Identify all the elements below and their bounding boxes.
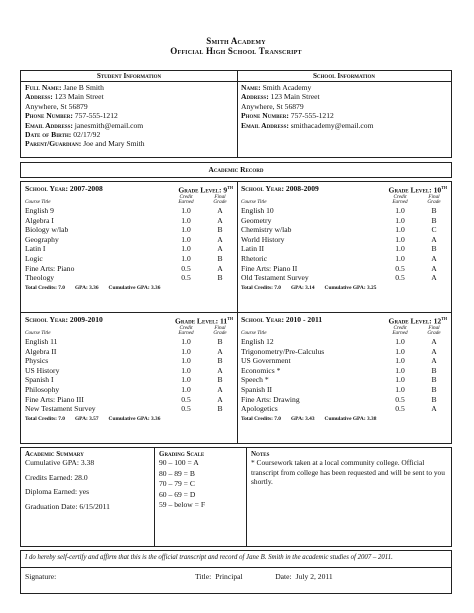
course-grade: B (217, 225, 223, 235)
course-credit: 1.0 (181, 375, 191, 385)
course-credit: 1.0 (181, 215, 191, 225)
school-year: School Year: 2008-2009 (241, 184, 319, 193)
grade-level-suffix: th (441, 317, 447, 322)
course-title: English 12 (241, 337, 274, 346)
course-row (21, 244, 237, 254)
school-field-value: Anywhere, St 56879 (241, 101, 304, 111)
course-title: Logic (25, 253, 43, 263)
transcript-page (20, 36, 452, 596)
col-credit-earned: Credit Earned (392, 324, 408, 337)
student-field-5 (25, 130, 233, 139)
grade-level: Grade Level: 9th (178, 185, 233, 195)
school-year: School Year: 2009-2010 (25, 315, 103, 324)
col-credit-earned: Credit Earned (178, 193, 194, 206)
course-credit: 1.0 (181, 356, 191, 366)
grading-scale-item: 59 – below = F (159, 500, 206, 509)
summary-cum-gpa: Cumulative GPA: 3.38 (25, 458, 95, 467)
course-row (21, 337, 237, 347)
course-row (237, 356, 451, 366)
school-field-2 (241, 102, 447, 111)
student-field-label: Date of Birth: (25, 130, 74, 140)
course-credit: 1.0 (395, 206, 405, 215)
grading-scale-list (159, 458, 242, 511)
school-field-value: Smith Academy (262, 83, 312, 92)
course-title: Physics (25, 356, 49, 366)
school-info-box (237, 71, 451, 157)
student-field-label: Email Address: (25, 120, 75, 130)
academic-summary-box (21, 448, 155, 546)
school-field-value: 123 Main Street (270, 92, 320, 102)
student-field-1 (25, 92, 233, 101)
school-field-label: Email Address: (241, 120, 291, 130)
grade-level-suffix: th (441, 186, 447, 191)
course-row (237, 273, 451, 283)
course-title: Old Testament Survey (241, 273, 309, 283)
course-credit: 1.0 (395, 215, 405, 225)
course-grade: A (217, 263, 223, 273)
col-course-title: Course Title (241, 199, 267, 206)
year-header (21, 182, 237, 194)
summary-credits: Credits Earned: 28.0 (25, 472, 88, 482)
course-grade: B (217, 375, 223, 385)
course-grade: A (217, 394, 223, 404)
student-field-value: 757-555-1212 (74, 111, 118, 121)
course-credit: 1.0 (395, 346, 405, 356)
student-field-label: Phone Number: (25, 111, 75, 121)
course-title: New Testament Survey (25, 404, 96, 414)
course-grade: A (217, 365, 223, 375)
course-credit: 1.0 (395, 244, 405, 254)
summary-graduation: Graduation Date: 6/15/2011 (25, 501, 110, 511)
course-credit: 1.0 (181, 225, 191, 235)
course-grade: B (217, 404, 223, 414)
course-title: Chemistry w/lab (241, 225, 292, 235)
student-field-value: Anywhere, St 56879 (25, 101, 88, 111)
grading-scale-box (155, 448, 247, 546)
course-credit: 0.5 (181, 394, 191, 404)
notes-box (247, 448, 451, 546)
course-row (21, 385, 237, 395)
course-grade: B (431, 215, 437, 225)
course-grade: B (431, 206, 437, 215)
column-headers (21, 325, 237, 337)
course-row (21, 206, 237, 216)
student-field-value: Jane B Smith (63, 83, 104, 92)
course-title: US History (25, 365, 60, 375)
course-title: Rhetoric (241, 253, 268, 263)
course-row (21, 225, 237, 235)
year-gpa: GPA: 3.36 (74, 284, 99, 291)
course-credit: 1.0 (181, 206, 191, 215)
course-title: Biology w/lab (25, 225, 69, 235)
student-field-6 (25, 139, 233, 148)
student-field-0 (25, 83, 233, 92)
grading-scale-item: 80 – 89 = B (159, 468, 195, 478)
course-grade: A (431, 346, 437, 356)
grading-scale-item: 60 – 69 = D (159, 489, 196, 499)
student-field-3 (25, 111, 233, 120)
course-row (21, 254, 237, 264)
grading-scale-item: 70 – 79 = C (159, 479, 195, 488)
course-row (21, 395, 237, 405)
year-block-2007 (21, 182, 238, 313)
course-grade: B (217, 356, 223, 366)
school-year: School Year: 2010 - 2011 (241, 315, 323, 324)
course-title: English 9 (25, 206, 54, 215)
course-title: Spanish II (241, 384, 273, 394)
course-credit: 1.0 (395, 234, 405, 244)
course-grade: B (431, 375, 437, 385)
grade-level: Grade Level: 11th (174, 316, 233, 326)
course-credit: 1.0 (181, 234, 191, 244)
course-title: Geography (25, 234, 59, 244)
grading-scale-item: 90 – 100 = A (159, 458, 199, 467)
academic-record-heading: Academic Record (208, 165, 264, 174)
academic-record-bar (20, 162, 452, 178)
school-info-heading: School Information (237, 71, 451, 82)
course-grade: A (431, 273, 437, 283)
course-grade: A (217, 346, 223, 356)
course-credit: 0.5 (395, 273, 405, 283)
course-title: Theology (25, 273, 55, 283)
summary-diploma: Diploma Earned: yes (25, 487, 90, 496)
course-title: Algebra II (25, 346, 57, 356)
course-grade: A (217, 215, 223, 225)
grade-level: Grade Level: 10th (388, 185, 447, 195)
notes-heading: Notes (251, 450, 270, 458)
year-header (237, 313, 451, 325)
course-grade: A (431, 263, 437, 273)
total-credits: Total Credits: 7.0 (25, 284, 65, 291)
course-grade: B (217, 337, 223, 346)
school-name: Smith Academy (206, 36, 266, 46)
course-credit: 1.0 (181, 244, 191, 254)
course-row (21, 347, 237, 357)
student-field-label: Parent/Guardian: (25, 139, 84, 149)
course-grade: B (431, 384, 437, 394)
course-row (21, 264, 237, 274)
year-totals (21, 284, 237, 293)
school-field-0 (241, 83, 447, 92)
course-title: Economics * (241, 365, 281, 375)
year-block-2009 (21, 313, 238, 443)
school-field-value: 757-555-1212 (290, 111, 334, 121)
course-row (21, 216, 237, 226)
course-row (237, 244, 451, 254)
student-info-box (21, 71, 238, 157)
certification-section (20, 550, 452, 594)
grading-scale-heading: Grading Scale (159, 450, 205, 458)
cumulative-gpa: Cumulative GPA: 3.36 (108, 284, 161, 291)
course-credit: 1.0 (181, 337, 191, 346)
col-credit-earned: Credit Earned (178, 324, 194, 337)
student-field-label: Full Name: (25, 83, 64, 92)
year-totals (237, 415, 451, 424)
course-row (237, 375, 451, 385)
cumulative-gpa: Cumulative GPA: 3.36 (108, 415, 161, 422)
course-credit: 1.0 (181, 365, 191, 375)
course-row (237, 366, 451, 376)
year-header (237, 182, 451, 194)
grade-level-suffix: th (227, 186, 233, 191)
course-credit: 1.0 (181, 384, 191, 394)
year-gpa: GPA: 3.57 (74, 415, 99, 422)
col-course-title: Course Title (25, 199, 51, 206)
student-field-value: janesmith@email.com (74, 120, 144, 130)
info-section (20, 70, 452, 158)
student-field-value: 02/17/92 (73, 130, 101, 140)
course-title: Latin I (25, 244, 46, 254)
course-row (237, 235, 451, 245)
cumulative-gpa: Cumulative GPA: 3.38 (324, 415, 377, 422)
course-row (237, 225, 451, 235)
notes-text: * Coursework taken at a local community college. Official transcript from college has been requested and will be sent to you shortly. (251, 458, 445, 487)
cumulative-gpa: Cumulative GPA: 3.25 (324, 284, 377, 291)
course-row (21, 273, 237, 283)
course-credit: 1.0 (395, 225, 405, 235)
year-gpa: GPA: 3.43 (290, 415, 315, 422)
course-title: Spanish I (25, 375, 54, 385)
course-title: Philosophy (25, 384, 60, 394)
course-title: Geometry (241, 215, 272, 225)
col-final-grade: Final Grade (427, 324, 441, 337)
course-title: Trigonometry/Pre-Calculus (241, 346, 325, 356)
course-row (21, 235, 237, 245)
col-course-title: Course Title (25, 330, 51, 337)
course-credit: 1.0 (395, 375, 405, 385)
course-title: Latin II (241, 244, 264, 254)
course-credit: 1.0 (395, 337, 405, 346)
course-title: US Government (241, 356, 291, 366)
course-credit: 1.0 (395, 384, 405, 394)
column-headers (237, 194, 451, 206)
course-row (237, 347, 451, 357)
school-field-4 (241, 121, 447, 130)
course-row (21, 375, 237, 385)
course-row (21, 366, 237, 376)
course-row (21, 404, 237, 414)
year-gpa: GPA: 3.14 (290, 284, 315, 291)
year-block-2008 (237, 182, 451, 313)
course-row (237, 216, 451, 226)
course-row (237, 206, 451, 216)
grade-level: Grade Level: 12th (388, 316, 447, 326)
course-row (237, 385, 451, 395)
school-field-label: Address: (241, 92, 271, 102)
years-grid (20, 181, 452, 444)
academic-summary-heading: Academic Summary (25, 450, 84, 458)
total-credits: Total Credits: 7.0 (25, 415, 65, 422)
course-grade: A (217, 234, 223, 244)
course-credit: 1.0 (395, 356, 405, 366)
signature-row (21, 568, 451, 581)
school-field-label: Phone Number: (241, 111, 291, 121)
student-info-heading: Student Information (21, 71, 237, 82)
course-grade: B (431, 244, 437, 254)
course-grade: B (431, 394, 437, 404)
course-credit: 0.5 (181, 263, 191, 273)
year-block-2010 (237, 313, 451, 443)
date-label: Date: (275, 572, 292, 581)
date-value: July 2, 2011 (295, 572, 333, 581)
course-credit: 1.0 (395, 365, 405, 375)
year-totals (237, 284, 451, 293)
course-grade: A (431, 253, 437, 263)
course-grade: A (217, 384, 223, 394)
course-row (21, 356, 237, 366)
course-row (237, 254, 451, 264)
col-final-grade: Final Grade (213, 324, 227, 337)
col-course-title: Course Title (241, 330, 267, 337)
course-title: English 10 (241, 206, 274, 215)
course-row (237, 337, 451, 347)
course-credit: 1.0 (181, 346, 191, 356)
course-credit: 1.0 (395, 253, 405, 263)
course-grade: A (431, 234, 437, 244)
course-row (237, 404, 451, 414)
course-title: Fine Arts: Piano II (241, 263, 298, 273)
title-value: Principal (215, 572, 243, 581)
column-headers (237, 325, 451, 337)
student-field-4 (25, 121, 233, 130)
course-grade: A (217, 244, 223, 254)
course-title: Speech * (241, 375, 269, 385)
course-grade: A (217, 206, 223, 215)
course-title: Fine Arts: Piano III (25, 394, 84, 404)
signature-label: Signature: (25, 572, 57, 581)
student-field-2 (25, 102, 233, 111)
certification-text: I do hereby self-certify and affirm that this is the official transcript and record of Jane B. Smith in the academic studies of 2007 – 2011. (25, 554, 393, 561)
course-credit: 0.5 (181, 273, 191, 283)
course-credit: 1.0 (181, 253, 191, 263)
school-year: School Year: 2007-2008 (25, 184, 103, 193)
year-totals (21, 415, 237, 424)
school-field-label: Name: (241, 83, 263, 92)
total-credits: Total Credits: 7.0 (241, 415, 281, 422)
course-title: Fine Arts: Piano (25, 263, 75, 273)
course-credit: 0.5 (395, 404, 405, 414)
course-grade: A (431, 356, 437, 366)
summary-section (20, 447, 452, 547)
document-title: Official High School Transcript (170, 46, 302, 56)
course-row (237, 395, 451, 405)
course-grade: A (431, 337, 437, 346)
school-field-value: smithacademy@email.com (290, 120, 374, 130)
course-title: Apologetics (241, 404, 278, 414)
total-credits: Total Credits: 7.0 (241, 284, 281, 291)
student-info-fields (21, 82, 237, 150)
course-title: Algebra I (25, 215, 54, 225)
student-field-value: Joe and Mary Smith (83, 139, 145, 149)
course-credit: 0.5 (395, 394, 405, 404)
course-grade: B (431, 365, 437, 375)
column-headers (21, 194, 237, 206)
grade-level-suffix: th (227, 317, 233, 322)
school-info-fields (237, 82, 451, 131)
course-grade: B (217, 253, 223, 263)
school-field-1 (241, 92, 447, 101)
course-grade: B (217, 273, 223, 283)
course-grade: C (431, 225, 437, 235)
course-credit: 0.5 (181, 404, 191, 414)
year-header (21, 313, 237, 325)
course-grade: A (431, 404, 437, 414)
student-field-label: Address: (25, 92, 55, 102)
course-row (237, 264, 451, 274)
title-label: Title: (195, 572, 212, 581)
col-final-grade: Final Grade (427, 193, 441, 206)
course-title: Fine Arts: Drawing (241, 394, 300, 404)
course-title: World History (241, 234, 285, 244)
col-final-grade: Final Grade (213, 193, 227, 206)
school-field-3 (241, 111, 447, 120)
student-field-value: 123 Main Street (54, 92, 104, 102)
course-credit: 0.5 (395, 263, 405, 273)
course-title: English 11 (25, 337, 58, 346)
col-credit-earned: Credit Earned (392, 193, 408, 206)
